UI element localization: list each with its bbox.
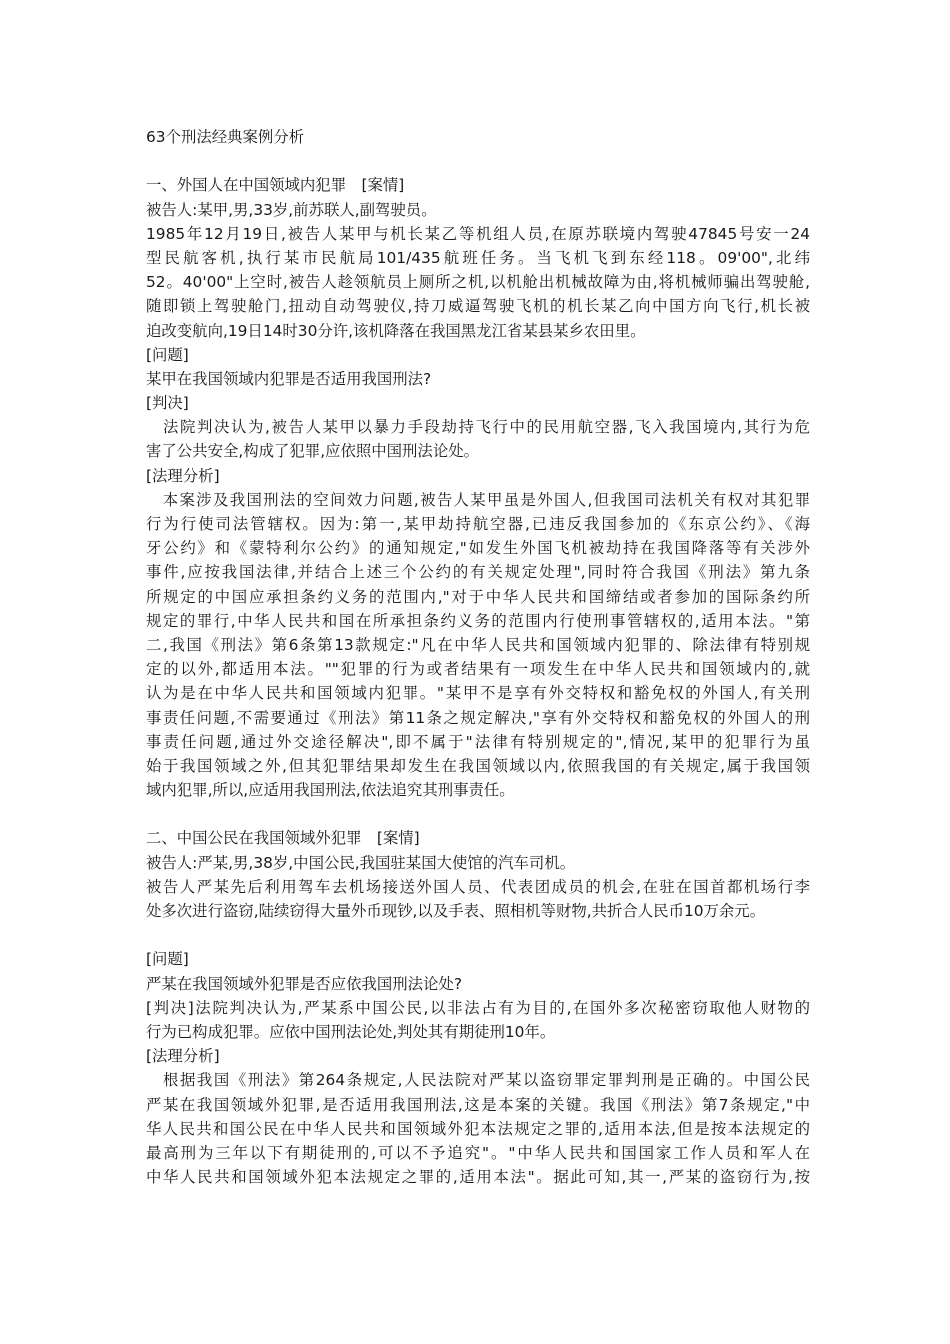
case1-analysis-line: 定的以外,都适用本法。""犯罪的行为或者结果有一项发生在中华人民共和国领域内的,就 bbox=[146, 660, 810, 679]
case1-analysis-line: 始于我国领域之外,但其犯罪结果却发生在我国领域以内,依照我国的有关规定,属于我国领 bbox=[146, 756, 810, 775]
document-title: 63个刑法经典案例分析 bbox=[146, 128, 305, 146]
case1-question: 某甲在我国领域内犯罪是否适用我国刑法? bbox=[146, 369, 432, 388]
case1-facts-line: 1985年12月19日,被告人某甲与机长某乙等机组人员,在原苏联境内驾驶47845号安一24 bbox=[146, 224, 810, 243]
case2-judgment-line: [判决]法院判决认为,严某系中国公民,以非法占有为目的,在国外多次秘密窃取他人财物的 bbox=[146, 998, 810, 1017]
case1-heading: 一、外国人在中国领域内犯罪 [案情] bbox=[146, 176, 405, 195]
case1-analysis-line: 认为是在中华人民共和国领域内犯罪。"某甲不是享有外交特权和豁免权的外国人,有关刑 bbox=[146, 684, 810, 703]
case1-analysis-line: 牙公约》和《蒙特利尔公约》的通知规定,"如发生外国飞机被劫持在我国降落等有关涉外 bbox=[146, 539, 810, 558]
case1-analysis-line: 所规定的中国应承担条约义务的范围内,"对于中华人民共和国缔结或者参加的国际条约所 bbox=[146, 587, 810, 606]
case2-question: 严某在我国领域外犯罪是否应依我国刑法论处? bbox=[146, 974, 462, 993]
spacer bbox=[146, 802, 810, 826]
case1-judgment-line: 法院判决认为,被告人某甲以暴力手段劫持飞行中的民用航空器,飞入我国境内,其行为危 bbox=[146, 418, 810, 437]
case2-facts-line: 被告人严某先后利用驾车去机场接送外国人员、代表团成员的机会,在驻在国首都机场行李 bbox=[146, 877, 810, 896]
case2-analysis-label: [法理分析] bbox=[146, 1047, 220, 1066]
case2-judgment-line: 行为已构成犯罪。应依中国刑法论处,判处其有期徒刑10年。 bbox=[146, 1022, 556, 1041]
case2-analysis-line: 华人民共和国公民在中华人民共和国领域外犯本法规定之罪的,适用本法,但是按本法规定的 bbox=[146, 1119, 810, 1138]
case2-analysis-line: 严某在我国领域外犯罪,是否适用我国刑法,这是本案的关键。我国《刑法》第7条规定,"中 bbox=[146, 1095, 810, 1114]
case2-heading: 二、中国公民在我国领域外犯罪 [案情] bbox=[146, 829, 420, 848]
case1-analysis-line: 规定的罪行,中华人民共和国在所承担条约义务的范围内行使刑事管辖权的,适用本法。"第 bbox=[146, 611, 810, 630]
document-page bbox=[146, 112, 810, 1189]
case1-facts-line: 52。40'00"上空时,被告人趁领航员上厕所之机,以机舱出机械故障为由,将机械师骗出驾驶舱, bbox=[146, 273, 810, 292]
case2-facts-line: 处多次进行盗窃,陆续窃得大量外币现钞,以及手表、照相机等财物,共折合人民币10万余元。 bbox=[146, 902, 766, 920]
case2-defendant: 被告人:严某,男,38岁,中国公民,我国驻某国大使馆的汽车司机。 bbox=[146, 853, 576, 872]
case2-question-label: [问题] bbox=[146, 950, 189, 969]
case1-analysis-line: 域内犯罪,所以,应适用我国刑法,依法追究其刑事责任。 bbox=[146, 781, 515, 800]
case1-analysis-line: 事责任问题,不需要通过《刑法》第11条之规定解决,"享有外交特权和豁免权的外国人的刑 bbox=[146, 708, 810, 727]
case1-defendant: 被告人:某甲,男,33岁,前苏联人,副驾驶员。 bbox=[146, 200, 437, 219]
case1-judgment-label: [判决] bbox=[146, 394, 189, 413]
case1-analysis-label: [法理分析] bbox=[146, 466, 220, 485]
case1-analysis-line: 二,我国《刑法》第6条第13款规定:"凡在中华人民共和国领域内犯罪的、除法律有特别规 bbox=[146, 635, 810, 654]
case1-facts-line: 型民航客机,执行某市民航局101/435航班任务。当飞机飞到东经118。09'00",北纬 bbox=[146, 248, 810, 267]
case1-analysis-line: 行为行使司法管辖权。因为:第一,某甲劫持航空器,已违反我国参加的《东京公约》、《海 bbox=[146, 515, 810, 533]
case1-question-label: [问题] bbox=[146, 345, 189, 364]
spacer bbox=[146, 923, 810, 947]
case2-analysis-line: 根据我国《刑法》第264条规定,人民法院对严某以盗窃罪定罪判刑是正确的。中国公民 bbox=[146, 1071, 810, 1090]
case1-analysis-line: 事责任问题,通过外交途径解决",即不属于"法律有特别规定的",情况,某甲的犯罪行为虽 bbox=[146, 732, 810, 751]
case1-facts-line: 迫改变航向,19日14时30分许,该机降落在我国黑龙江省某县某乡农田里。 bbox=[146, 321, 646, 340]
case2-analysis-line: 最高刑为三年以下有期徒刑的,可以不予追究"。"中华人民共和国国家工作人员和军人在 bbox=[146, 1143, 810, 1162]
case1-analysis-line: 本案涉及我国刑法的空间效力问题,被告人某甲虽是外国人,但我国司法机关有权对其犯罪 bbox=[146, 490, 810, 509]
case1-judgment-line: 害了公共安全,构成了犯罪,应依照中国刑法论处。 bbox=[146, 442, 479, 461]
case1-facts-line: 随即锁上驾驶舱门,扭动自动驾驶仪,持刀威逼驾驶飞机的机长某乙向中国方向飞行,机长被 bbox=[146, 297, 810, 316]
case2-analysis-line: 中华人民共和国领域外犯本法规定之罪的,适用本法"。据此可知,其一,严某的盗窃行为,按 bbox=[146, 1168, 810, 1187]
case1-analysis-line: 事件,应按我国法律,并结合上述三个公约的有关规定处理",同时符合我国《刑法》第九条 bbox=[146, 563, 810, 582]
spacer bbox=[146, 149, 810, 173]
